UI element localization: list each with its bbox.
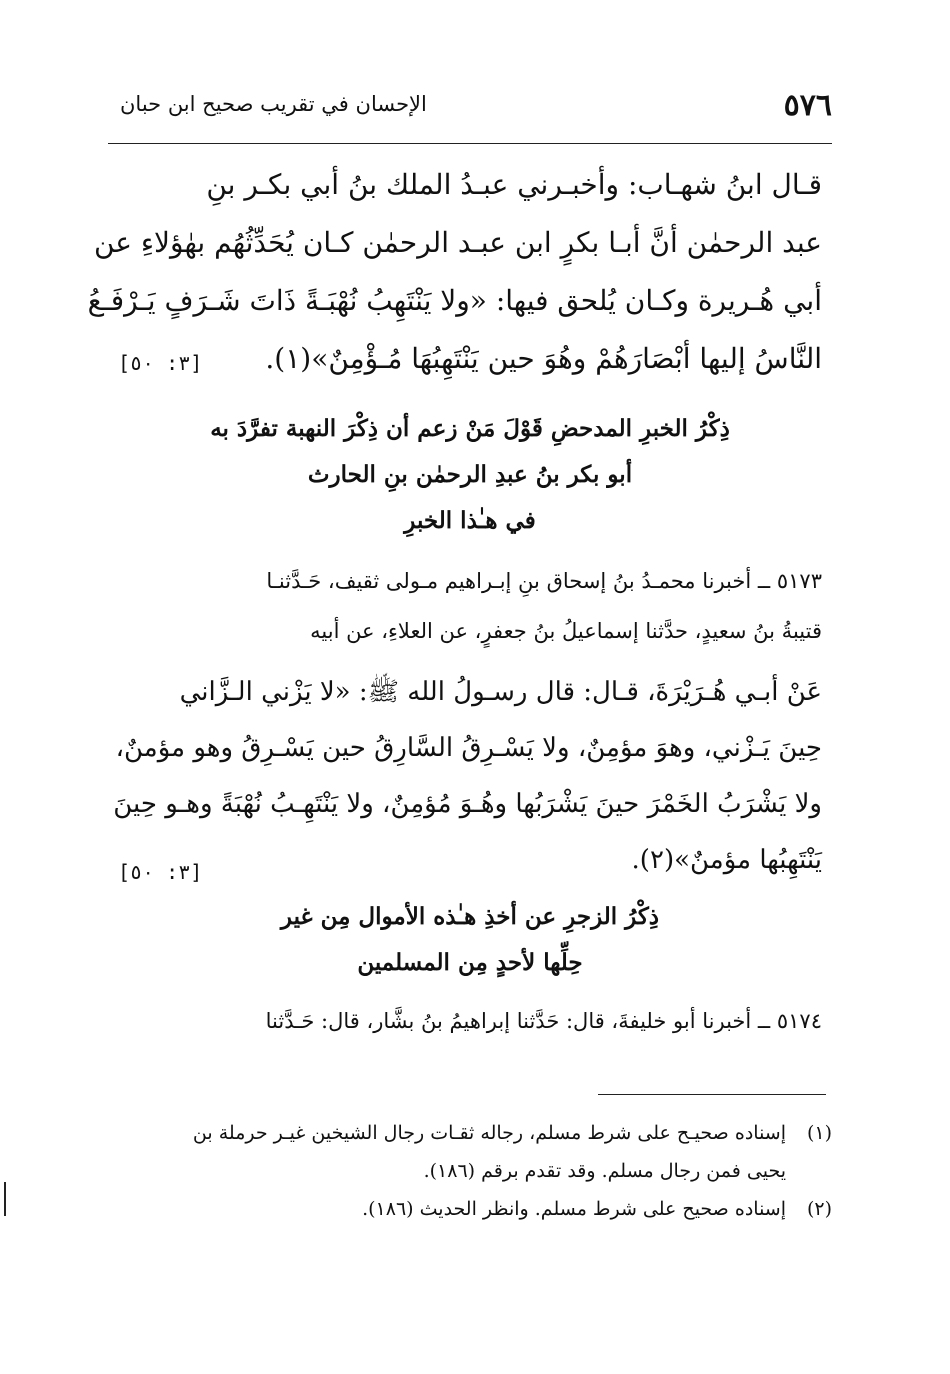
- text-line: عبد الرحمٰن أنَّ أبـا بكرٍ ابن عبـد الرحمٰن كـان يُحَدِّثُهُم بهٰؤلاءِ عن: [93, 226, 822, 259]
- page-header: [108, 82, 832, 126]
- heading-line: أبو بكر بنُ عبدِ الرحمٰن بنِ الحارث: [307, 461, 633, 488]
- text-line: النَّاسُ إليها أبْصَارَهُمْ وهُوَ حين يَنْتَهِبُهَا مُـؤْمِنٌ»(١).: [265, 342, 822, 375]
- page-number: ٥٧٦: [783, 88, 832, 123]
- heading-line: حِلِّها لأحدٍ مِن المسلمين: [357, 949, 583, 976]
- text-line: قتيبةُ بنُ سعيدٍ، حدَّثنا إسماعيلُ بنُ جعفرٍ، عن العلاءِ، عن أبيه: [310, 619, 822, 643]
- running-title: الإحسان في تقريب صحيح ابن حبان: [120, 92, 427, 116]
- text-line: عَنْ أبـي هُـرَيْرَةَ، قـال: قال رسـولُ الله ﷺ: «لا يَزْني الـزَّاني: [179, 677, 822, 707]
- footnote-1: [128, 1114, 832, 1190]
- text-line: أبي هُـريرة وكـان يُلحق فيها: «ولا يَنْتَهِبُ نُهْبَـةً ذَاتَ شَـرَفٍ يَـرْفَـعُ: [87, 284, 822, 317]
- section-heading-2: [118, 894, 822, 986]
- text-line: يَنْتَهِبُها مؤمنٌ»(٢).: [631, 845, 822, 875]
- footnote-text: إسناده صحيـح على شرط مسلم، رجاله ثقـات رجال الشيخين غيـر حرملة بن: [192, 1122, 786, 1144]
- footnotes: [128, 1114, 832, 1228]
- heading-line: في هـٰذا الخبرِ: [404, 507, 536, 534]
- footnote-number: (١): [806, 1122, 832, 1144]
- footnote-text: إسناده صحيح على شرط مسلم. وانظر الحديث (١٨٦).: [362, 1198, 786, 1220]
- footnote-text: يحيى فمن رجال مسلم. وقد تقدم برقم (١٨٦).: [423, 1160, 786, 1182]
- heading-line: ذِكْرُ الخبرِ المدحضِ قَوْلَ مَنْ زعم أن ذِكْرَ النهبة تفرَّدَ به: [210, 415, 730, 442]
- hadith-5173-matn: [113, 664, 822, 888]
- text-line: ٥١٧٣ ــ أخبرنا محمـدُ بنُ إسحاق بنِ إبـراهيم مـولى ثقيف، حَـدَّثنـا: [266, 569, 822, 593]
- heading-line: ذِكْرُ الزجرِ عن أخذِ هـٰذه الأموال مِن غير: [280, 903, 660, 930]
- hadith-5174-isnad: [118, 996, 822, 1046]
- text-line: ولا يَشْرَبُ الخَمْرَ حينَ يَشْرَبُها وهُـوَ مُؤمِنٌ، ولا يَنْتَهِـبُ نُهْبَةً وهـو حِينَ: [113, 789, 822, 819]
- text-line: حِينَ يَـزْني، وهوَ مؤمِنٌ، ولا يَسْـرِقُ السَّارِقُ حين يَسْـرِقُ وهو مؤمنٌ،: [115, 733, 822, 763]
- hadith-5173-isnad: [118, 556, 822, 656]
- paragraph-ibn-shihab: [87, 156, 822, 388]
- text-line: قـال ابنُ شهـاب: وأخبـرني عبـدُ الملك بنُ أبي بكـر بنِ: [206, 168, 822, 201]
- reference-bracket: [٣: ٥٠]: [118, 351, 203, 375]
- reference-bracket: [٣: ٥٠]: [118, 860, 203, 884]
- scan-margin-mark: [4, 1182, 6, 1216]
- footnote-rule: [598, 1094, 826, 1095]
- text-line: ٥١٧٤ ــ أخبرنا أبو خليفةَ، قال: حَدَّثنا إبراهيمُ بنُ بشَّار، قال: حَـدَّثنا: [265, 1009, 822, 1033]
- section-heading-1: [118, 406, 822, 544]
- header-rule: [108, 143, 832, 144]
- footnote-2: [128, 1190, 832, 1228]
- footnote-number: (٢): [806, 1198, 832, 1220]
